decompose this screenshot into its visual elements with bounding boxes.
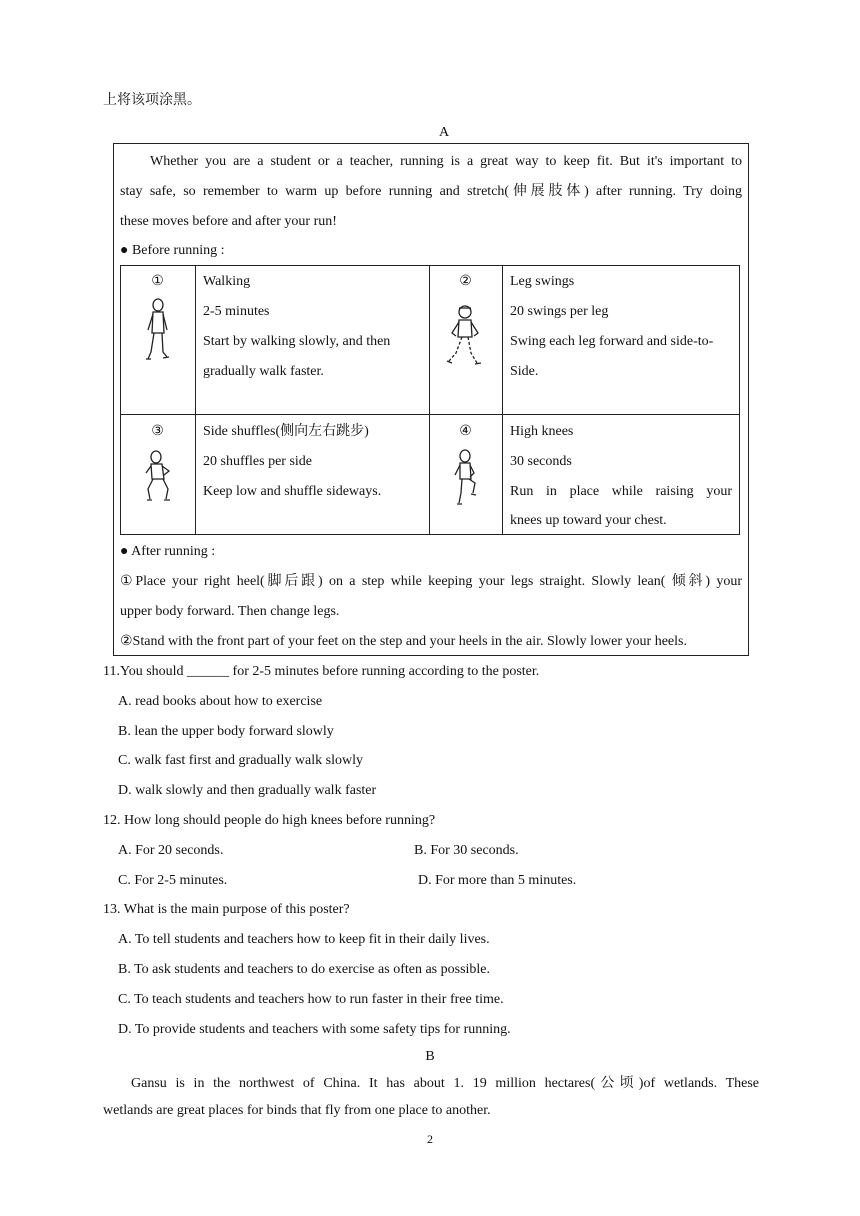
page-number: 2 [427,1132,433,1146]
section-b-line-2: wetlands are great places for binds that fly from one place to another. [103,1103,491,1118]
move-title-4: High knees [510,424,574,439]
move-desc-1a: Start by walking slowly, and then [203,334,391,349]
question-11-option-b: B. lean the upper body forward slowly [118,724,334,739]
leg-swing-figure-icon [444,303,486,369]
move-title-1: Walking [203,274,251,289]
question-11-option-a: A. read books about how to exercise [118,694,323,709]
move-desc-2a: Swing each leg forward and side-to- [510,334,714,349]
question-13-option-c: C. To teach students and teachers how to run faster in their free time. [118,992,504,1007]
section-a-label: A [438,125,450,140]
question-12-stem: 12. How long should people do high knees before running? [103,813,436,828]
move-number-4: ④ [459,424,472,439]
question-13-option-d: D. To provide students and teachers with some safety tips for running. [118,1022,511,1037]
move-amount-4: 30 seconds [510,454,572,469]
question-11-option-d: D. walk slowly and then gradually walk faster [118,783,377,798]
move-number-3: ③ [151,424,164,439]
side-shuffle-figure-icon [140,449,176,505]
move-desc-3a: Keep low and shuffle sideways. [203,484,382,499]
move-amount-1: 2-5 minutes [203,304,270,319]
question-12-option-a: A. For 20 seconds. [118,843,224,858]
question-13-stem: 13. What is the main purpose of this poster? [103,902,350,917]
after-line-1: ①Place your right heel(脚后跟) on a step while keeping your legs straight. Slowly lean( 倾斜) your [120,574,742,589]
question-13-option-a: A. To tell students and teachers how to keep fit in their daily lives. [118,932,490,947]
move-desc-4b: knees up toward your chest. [510,513,667,528]
question-12-option-c: C. For 2-5 minutes. [118,873,228,888]
before-running-heading: ● Before running : [120,243,225,258]
move-number-1: ① [151,274,164,289]
section-b-label: B [425,1049,435,1064]
question-11-stem: 11.You should ______ for 2-5 minutes before running according to the poster. [103,664,540,679]
after-line-3: ②Stand with the front part of your feet on the step and your heels in the air. Slowly lower your heels. [120,634,687,649]
move-desc-2b: Side. [510,364,539,379]
after-running-heading: ● After running : [120,544,216,559]
intro-line-2: stay safe, so remember to warm up before running and stretch(伸展肢体) after running. Try doing [120,184,742,199]
move-number-2: ② [459,274,472,289]
section-b-line-1: Gansu is in the northwest of China. It has about 1. 19 million hectares(公顷)of wetlands. These [131,1076,759,1091]
continued-instruction: 上将该项涂黑。 [103,93,201,108]
move-desc-1b: gradually walk faster. [203,364,324,379]
move-title-2: Leg swings [510,274,575,289]
walking-figure-icon [140,297,176,365]
question-11-option-c: C. walk fast first and gradually walk slowly [118,753,363,768]
move-amount-3: 20 shuffles per side [203,454,312,469]
move-title-3: Side shuffles(侧向左右跳步) [203,424,369,439]
high-knees-figure-icon [449,449,481,507]
question-12-option-b: B. For 30 seconds. [414,843,519,858]
question-13-option-b: B. To ask students and teachers to do exercise as often as possible. [118,962,491,977]
intro-line-1: Whether you are a student or a teacher, running is a great way to keep fit. But it's important to [150,154,742,169]
move-desc-4a: Run in place while raising your [510,484,732,499]
move-amount-2: 20 swings per leg [510,304,609,319]
after-line-2: upper body forward. Then change legs. [120,604,340,619]
intro-line-3: these moves before and after your run! [120,214,337,229]
question-12-option-d: D. For more than 5 minutes. [418,873,577,888]
